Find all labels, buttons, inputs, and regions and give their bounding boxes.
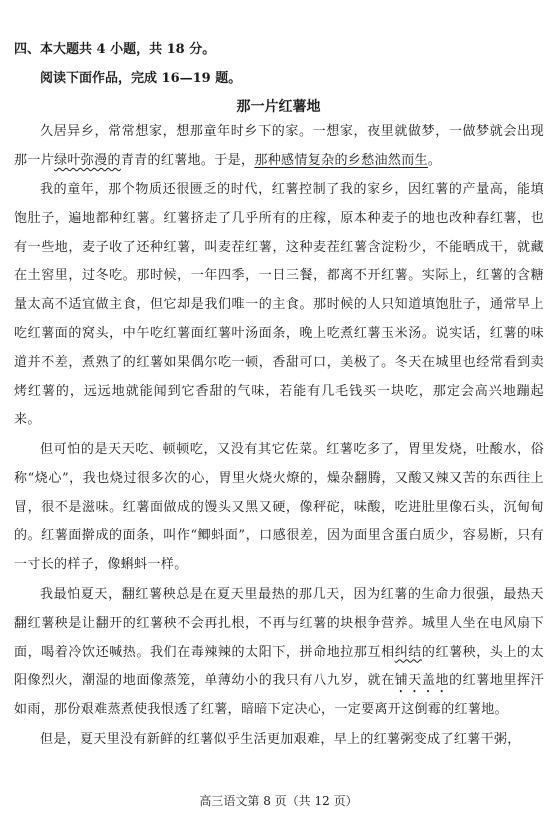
paragraph-1-underlined-sentence: 那种感情复杂的乡愁油然而生 (254, 152, 428, 168)
paragraph-4-text-e: 的红薯地里挥汗如雨，那份艰难蒸煮使我恨透了红薯，暗暗下定决心，一定要离开这倒霉的红薯地。 (14, 673, 545, 718)
paragraph-1-wavy-phrase: 绿叶弥漫的 (54, 152, 121, 168)
paragraph-4-text-c: 的红薯秧，头上的太阳像烈火，潮湿的地面像蒸笼，单薄幼小的我只有八九岁，就在 (14, 644, 545, 689)
article-paragraph-2: 我的童年，那个物质还很匮乏的时代，红薯控制了我的家乡，因红薯的产量高，能填饱肚子，遍地都种红薯。红薯挤走了几乎所有的庄稼，原本种麦子的地也改种春红薯，也有一些地，麦子收了还种红薯，叫麦茬红薯，这种麦茬红薯含淀粉少，不能晒成干，就藏在土窖里，过冬吃。那时候，一年四季，一日三餐，都离不开红薯。实际上，红薯的含糖量太高不适宜做主食，但它却是我们唯一的主食。那时候的人只知道填饱肚子，通常早上吃红薯面的窝头，中午吃红薯面红薯叶汤面条，晚上吃煮红薯玉米汤。说实话，红薯的味道并不差，煮熟了的红薯如果偶尔吃一顿，香甜可口，美极了。冬天在城里也经常看到卖烤红薯的，远远地就能闻到它香甜的气味，若能有几毛钱买一块吃，那定会高兴地蹦起来。 (14, 182, 544, 428)
article-paragraph-5: 但是，夏天里没有新鲜的红薯似乎生活更加艰难，早上的红薯粥变成了红薯干粥， (40, 732, 521, 747)
paragraph-4-text-a: 我最怕夏天，翻红薯秧总是在夏天里最热的那几天，因为红薯的生命力很强，最热天翻红薯秧是让翻开的红薯秧不会再扎根，不再与红薯的块根争营养。城里人坐在电风扇下面，喝着冷饮还喊热。我们在毒辣辣的太阳下，拼命地拉那互相 (14, 587, 544, 660)
reading-instruction: 阅读下面作品，完成 16—19 题。 (40, 71, 242, 86)
article-paragraph-4 (14, 581, 544, 725)
paragraph-1-text-c: 青青的红薯地。于是， (120, 152, 255, 168)
page-footer: 高三语文第 8 页（共 12 页） (199, 794, 358, 808)
article-title: 那一片红薯地 (236, 99, 321, 115)
paragraph-1-text-e: 。 (427, 152, 442, 168)
article-paragraph-1 (14, 118, 544, 176)
section-heading: 四、本大题共 4 小题，共 18 分。 (14, 42, 216, 57)
paragraph-4-dotted-phrase: 铺天盖地 (394, 673, 450, 689)
paragraph-1-text-a: 久居异乡，常常想家，想那童年时乡下的家。一想家，夜里就做梦，一做梦就会出现那一片 (14, 124, 544, 168)
paragraph-4-wavy-word: 纠结 (394, 644, 422, 660)
article-paragraph-3: 但可怕的是天天吃、顿顿吃，又没有其它佐菜。红薯吃多了，胃里发烧，吐酸水，俗称“烧心”，我也烧过很多次的心，胃里火烧火燎的，燥杂翻腾，又酸又辣又苦的东西往上冒，很不是滋味。红薯面做成的馒头又黑又硬，像秤砣，味酸，吃进肚里像石头，沉甸甸的。红薯面擀成的面条，叫作“鲫蚪面”，口感很差，因为面里含蛋白质少，容易断，只有一寸长的样子，像蝌蚪一样。 (14, 442, 544, 573)
